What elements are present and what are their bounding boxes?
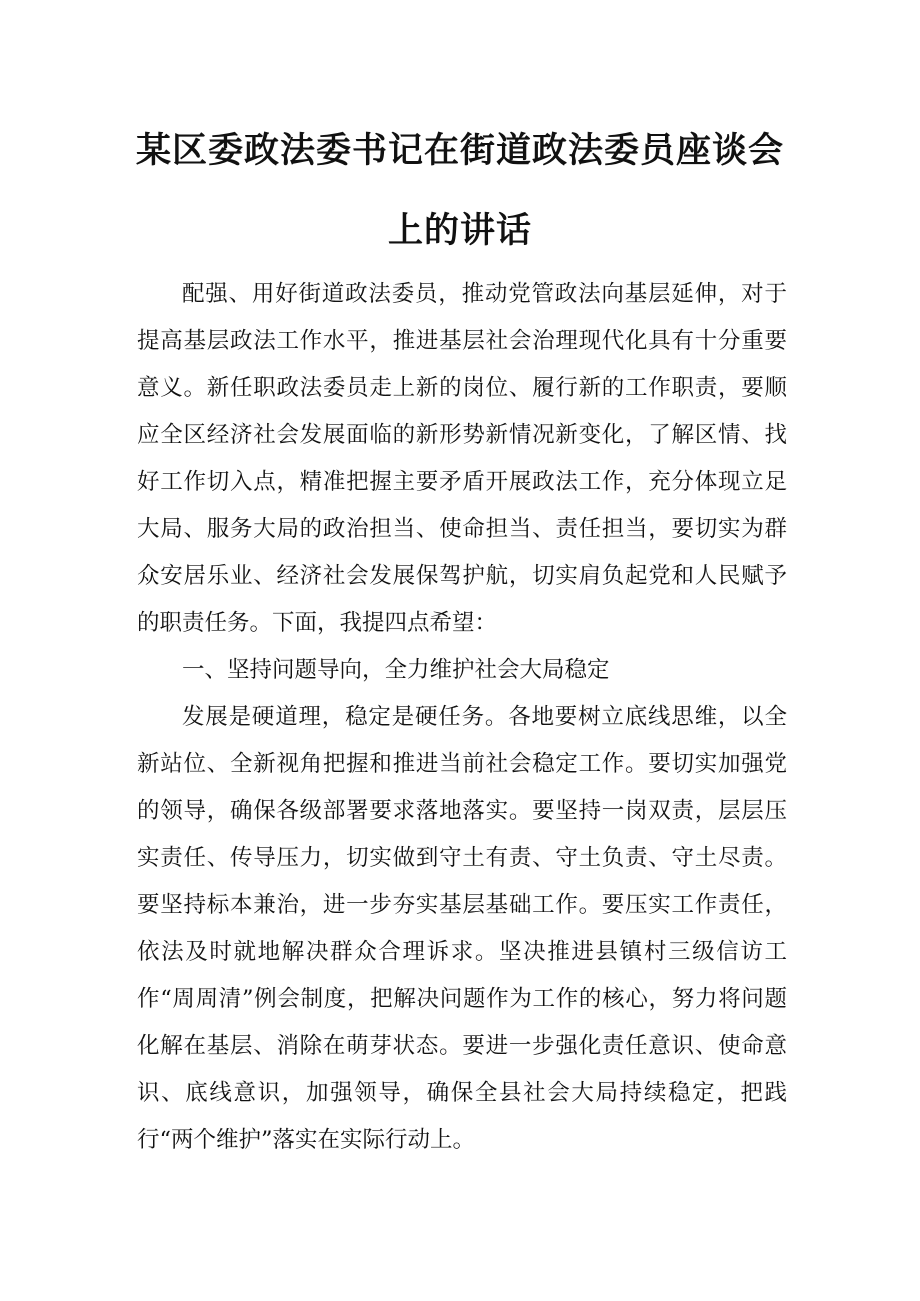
document-body	[137, 271, 787, 1164]
document-title-line-1: 某区委政法委书记在街道政法委员座谈会	[135, 131, 784, 171]
section-1-paragraph: 发展是硬道理，稳定是硬任务。各地要树立底线思维，以全新站位、全新视角把握和推进当前社会稳定工作。要切实加强党的领导，确保各级部署要求落地落实。要坚持一岗双责，层层压实责任、传导压力，切实做到守土有责、守土负责、守土尽责。要坚持标本兼治，进一步夯实基层基础工作。要压实工作责任，依法及时就地解决群众合理诉求。坚决推进县镇村三级信访工作“周周清”例会制度，把解决问题作为工作的核心，努力将问题化解在基层、消除在萌芽状态。要进一步强化责任意识、使命意识、底线意识，加强领导，确保全县社会大局持续稳定，把践行“两个维护”落实在实际行动上。	[137, 704, 787, 1153]
intro-paragraph: 配强、用好街道政法委员，推动党管政法向基层延伸，对于提高基层政法工作水平，推进基层社会治理现代化具有十分重要意义。新任职政法委员走上新的岗位、履行新的工作职责，要顺应全区经济社会发展面临的新形势新情况新变化，了解区情、找好工作切入点，精准把握主要矛盾开展政法工作，充分体现立足大局、服务大局的政治担当、使命担当、责任担当，要切实为群众安居乐业、经济社会发展保驾护航，切实肩负起党和人民赋予的职责任务。下面，我提四点希望：	[137, 281, 787, 636]
section-1-heading: 一、坚持问题导向，全力维护社会大局稳定	[182, 657, 610, 683]
document-title-line-2: 上的讲话	[387, 211, 532, 251]
